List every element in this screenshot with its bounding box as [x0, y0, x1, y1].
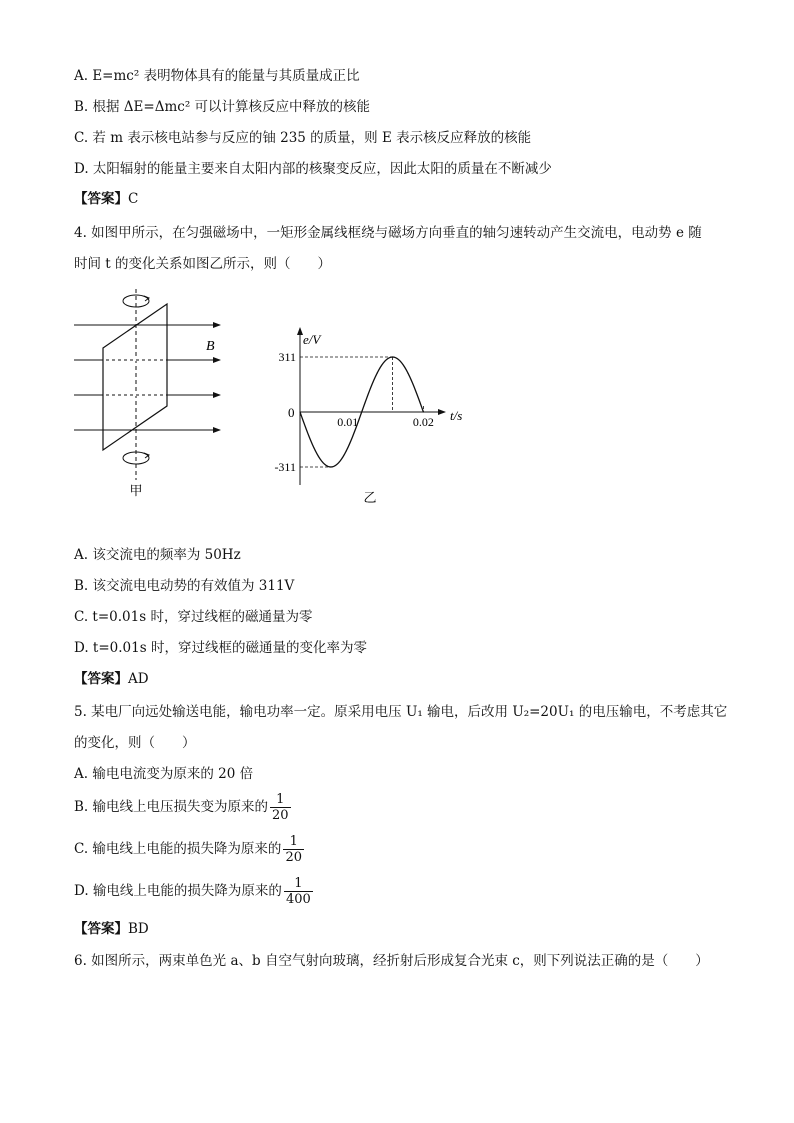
q4-stem-line1: 4. 如图甲所示，在匀强磁场中，一矩形金属线框绕与磁场方向垂直的轴匀速转动产生交流电，电动势 e 随 — [74, 225, 702, 241]
answer-value: C — [128, 191, 139, 207]
origin-label: 0 — [288, 405, 295, 420]
field-label-b: B — [206, 339, 215, 354]
metal-frame — [103, 304, 167, 450]
q4-stem-line2: 时间 t 的变化关系如图乙所示，则（ ） — [74, 256, 332, 272]
q3-option-a: A. E=mc² 表明物体具有的能量与其质量成正比 — [74, 68, 360, 84]
option-text: D. 输电线上电能的损失降为原来的 — [74, 883, 282, 899]
q3-option-b: B. 根据 ΔE=Δmc² 可以计算核反应中释放的核能 — [74, 99, 371, 115]
figure-jia — [70, 285, 230, 505]
q5-option-c — [74, 834, 304, 865]
q3-option-d: D. 太阳辐射的能量主要来自太阳内部的核聚变反应，因此太阳的质量在不断减少 — [74, 161, 552, 177]
numerator: 1 — [289, 834, 298, 849]
q5-option-d — [74, 876, 313, 907]
q5-answer — [74, 920, 149, 938]
xtick-label-0-01: 0.01 — [337, 415, 359, 429]
q6-stem: 6. 如图所示，两束单色光 a、b 自空气射向玻璃，经折射后形成复合光束 c，则下列说法正确的是（ ） — [74, 953, 709, 969]
q4-option-c: C. t=0.01s 时，穿过线框的磁通量为零 — [74, 609, 313, 625]
denominator: 20 — [285, 850, 302, 865]
numerator: 1 — [294, 876, 303, 891]
numerator: 1 — [276, 792, 285, 807]
fraction — [283, 834, 304, 865]
data-point — [407, 372, 408, 373]
q3-answer — [74, 190, 138, 208]
denominator: 20 — [272, 808, 289, 823]
data-point — [299, 411, 300, 412]
answer-tag: 【答案】 — [74, 671, 128, 687]
denominator: 400 — [285, 892, 311, 907]
q3-option-c: C. 若 m 表示核电站参与反应的铀 235 的质量，则 E 表示核反应释放的核能 — [74, 130, 532, 146]
q4-option-a: A. 该交流电的频率为 50Hz — [74, 547, 241, 563]
option-text: B. 输电线上电压损失变为原来的 — [74, 799, 269, 815]
q4-option-b: B. 该交流电电动势的有效值为 311V — [74, 578, 295, 594]
fraction — [270, 792, 291, 823]
q5-option-b — [74, 792, 291, 823]
caption-jia: 甲 — [129, 484, 143, 499]
q4-option-d: D. t=0.01s 时，穿过线框的磁通量的变化率为零 — [74, 640, 367, 656]
fraction — [284, 876, 313, 907]
data-point — [377, 372, 378, 373]
q5-stem-line2: 的变化，则（ ） — [74, 735, 196, 751]
caption-yi: 乙 — [363, 491, 377, 506]
data-point — [346, 450, 347, 451]
data-point — [361, 411, 362, 412]
answer-tag: 【答案】 — [74, 921, 128, 937]
answer-tag: 【答案】 — [74, 191, 128, 207]
answer-value: AD — [128, 671, 149, 687]
q4-answer — [74, 670, 149, 688]
y-axis-label: e/V — [303, 332, 321, 347]
q5-stem-line1: 5. 某电厂向远处输送电能，输电功率一定。原采用电压 U₁ 输电，后改用 U₂=20U₁ 的电压输电，不考虑其它 — [74, 704, 728, 720]
ytick-label-311: 311 — [278, 350, 296, 364]
data-point — [315, 450, 316, 451]
q5-option-a: A. 输电电流变为原来的 20 倍 — [74, 766, 254, 782]
figure-yi-chart — [270, 320, 480, 510]
xtick-label-0-02: 0.02 — [412, 415, 434, 429]
option-text: C. 输电线上电能的损失降为原来的 — [74, 841, 282, 857]
answer-value: BD — [128, 921, 149, 937]
x-axis-label: t/s — [450, 408, 463, 423]
ytick-label-neg-311: -311 — [274, 460, 296, 474]
